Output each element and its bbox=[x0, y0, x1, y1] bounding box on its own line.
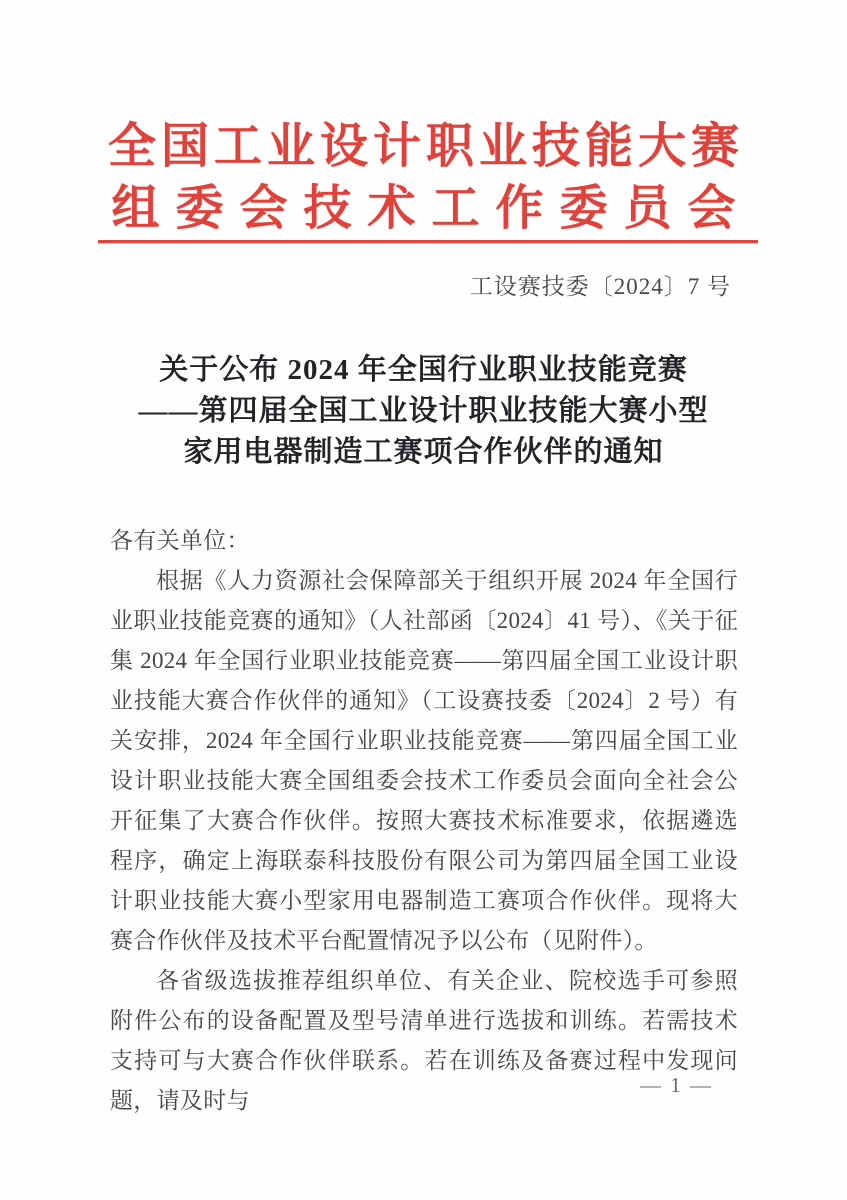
document-reference-number: 工设赛技委〔2024〕7 号 bbox=[469, 274, 731, 299]
notice-title bbox=[0, 350, 847, 473]
letterhead-org-name-line1: 全国工业设计职业技能大赛 bbox=[107, 120, 744, 173]
body-paragraph: 各省级选拔推荐组织单位、有关企业、院校选手可参照附件公布的设备配置及型号清单进行选拔和训练。若需技术支持可与大赛合作伙伴联系。若在训练及备赛过程中发现问题，请及时与 bbox=[110, 968, 738, 1113]
notice-title-line3: 家用电器制造工赛项合作伙伴的通知 bbox=[183, 436, 664, 468]
salutation: 各有关单位： bbox=[110, 528, 250, 553]
notice-body bbox=[110, 521, 738, 1121]
letterhead bbox=[0, 116, 847, 240]
page-number: — 1 — bbox=[640, 1073, 713, 1097]
notice-title-line1: 关于公布 2024 年全国行业职业技能竞赛 bbox=[159, 354, 688, 386]
letterhead-divider-rule bbox=[98, 240, 758, 243]
letterhead-org-name-line2: 组委会技术工作委员会 bbox=[111, 182, 752, 235]
body-paragraph: 根据《人力资源社会保障部关于组织开展 2024 年全国行业职业技能竞赛的通知》（人社部函〔2024〕41 号）、《关于征集 2024 年全国行业职业技能竞赛——第四届全国工业设计职业技能大赛合作伙伴的通知》（工设赛技委〔2024〕2 号）有关安排，2024 年全国行业职业技能竞赛——第四届全国工业设计职业技能大赛全国组委会技术工作委员会面向全社会公开征集了大赛合作伙伴。按照大赛技术标准要求，依据遴选程序，确定上海联泰科技股份有限公司为第四届全国工业设计职业技能大赛小型家用电器制造工赛项合作伙伴。现将大赛合作伙伴及技术平台配置情况予以公布（见附件）。 bbox=[110, 568, 738, 953]
notice-title-line2: ——第四届全国工业设计职业技能大赛小型 bbox=[138, 395, 709, 427]
